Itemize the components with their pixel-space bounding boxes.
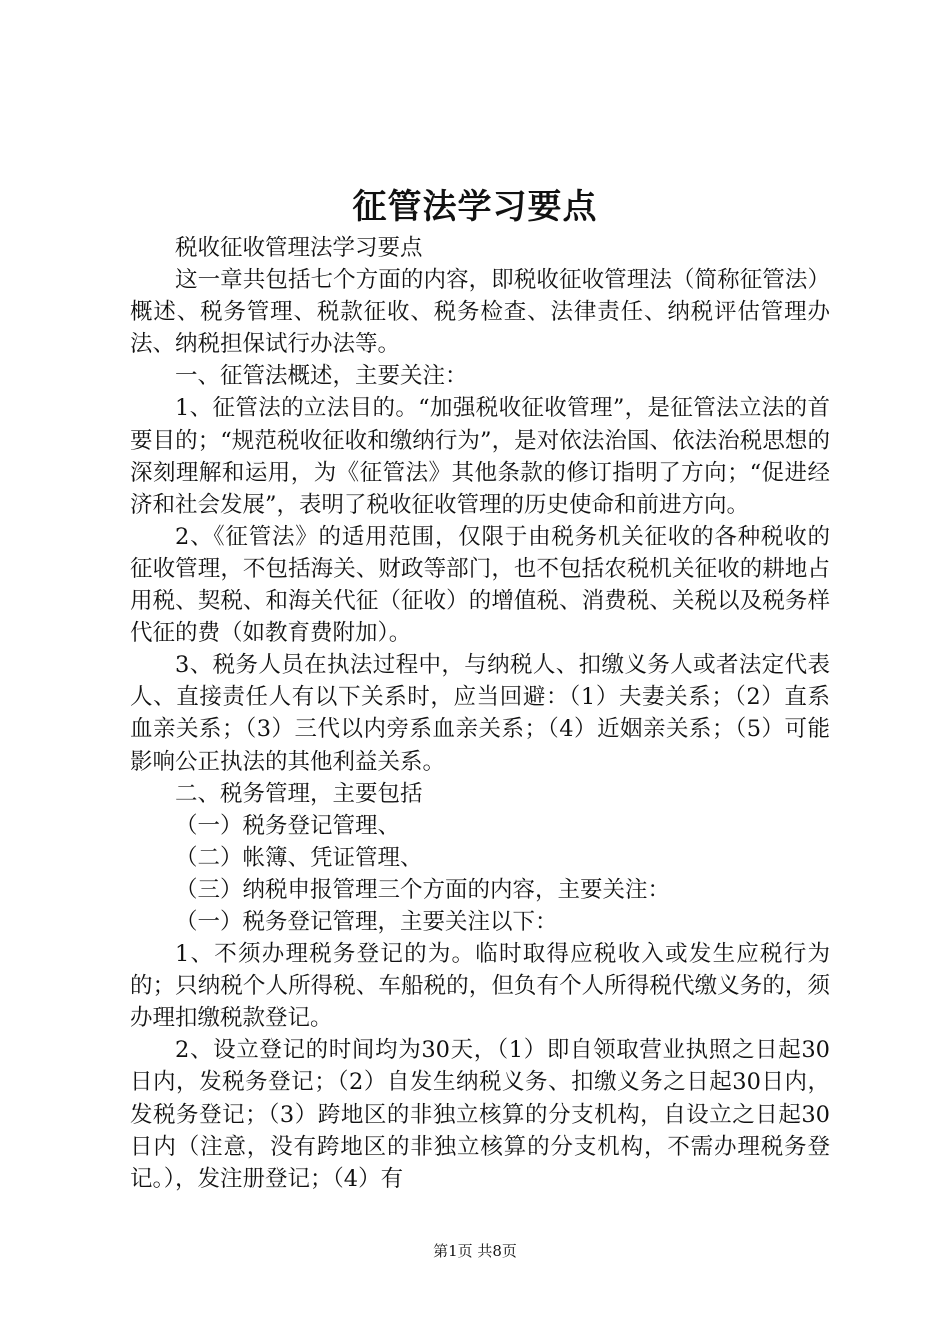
- paragraph: （一）税务登记管理、: [175, 812, 401, 839]
- paragraph: 1、不须办理税务登记的为。临时取得应税收入或发生应税行为的；只纳税个人所得税、车船税的，但负有个人所得税代缴义务的，须办理扣缴税款登记。: [130, 941, 830, 1032]
- paragraph: 3、税务人员在执法过程中，与纳税人、扣缴义务人或者法定代表人、直接责任人有以下关系时，应当回避：（1）夫妻关系；（2）直系血亲关系；（3）三代以内旁系血亲关系；（4）近姻亲关系；（5）可能影响公正执法的其他利益关系。: [130, 652, 830, 775]
- page-footer: 第1页 共8页: [433, 1242, 517, 1260]
- document-title: 征管法学习要点: [352, 187, 598, 227]
- paragraph: 税收征收管理法学习要点: [175, 235, 423, 261]
- paragraph: （三）纳税申报管理三个方面的内容，主要关注：: [175, 876, 671, 903]
- paragraph: 2、《征管法》的适用范围，仅限于由税务机关征收的各种税收的征收管理，不包括海关、财政等部门，也不包括农税机关征收的耕地占用税、契税、和海关代征（征收）的增值税、消费税、关税以及税务样代征的费（如教育费附加）。: [130, 523, 830, 647]
- paragraph: （一）税务登记管理，主要关注以下：: [175, 908, 558, 935]
- paragraph: 这一章共包括七个方面的内容，即税收征收管理法（简称征管法）概述、税务管理、税款征收、税务检查、法律责任、纳税评估管理办法、纳税担保试行办法等。: [130, 267, 830, 358]
- paragraph: 二、税务管理，主要包括: [175, 780, 423, 807]
- paragraph: （二）帐簿、凭证管理、: [175, 844, 423, 871]
- paragraph: 一、征管法概述，主要关注：: [175, 363, 468, 390]
- paragraph: 2、设立登记的时间均为30天，（1）即自领取营业执照之日起30日内，发税务登记；（2）自发生纳税义务、扣缴义务之日起30日内，发税务登记；（3）跨地区的非独立核算的分支机构，自设立之日起30日内（注意，没有跨地区的非独立核算的分支机构，不需办理税务登记。），发注册登记；（4）有: [130, 1037, 830, 1192]
- document-body: [130, 232, 830, 1195]
- paragraph: 1、征管法的立法目的。“加强税收征收管理”，是征管法立法的首要目的；“规范税收征收和缴纳行为”，是对依法治国、依法治税思想的深刻理解和运用，为《征管法》其他条款的修订指明了方向；“促进经济和社会发展”，表明了税收征收管理的历史使命和前进方向。: [130, 395, 830, 518]
